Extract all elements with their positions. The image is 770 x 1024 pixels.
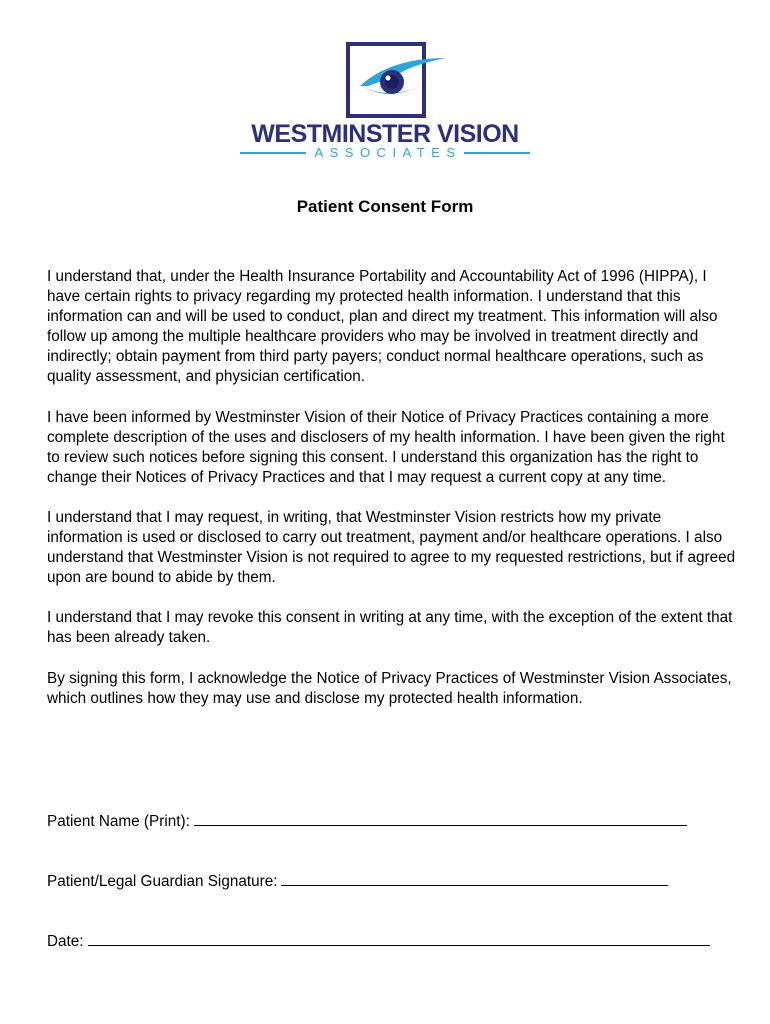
signature-field [47,871,668,892]
paragraph-restrictions: I understand that I may request, in writing, that Westminster Vision restricts how my private information is used or disclosed to carry out treatment, payment and/or healthcare operations. I also understand that Westminster Vision is not required to agree to my requested restrictions, but if agreed upon are bound to abide by them. [47,508,736,587]
logo-rule-right [464,152,530,154]
paragraph-privacy-notice: I have been informed by Westminster Vision of their Notice of Privacy Practices containing a more complete description of the uses and disclosers of my health information. I have been given the right to review such notices before signing this consent. I understand this organization has the right to change their Notices of Privacy Practices and that I may request a current copy at any time. [47,408,725,486]
logo-subtitle: ASSOCIATES [314,145,462,160]
patient-name-field [47,811,687,832]
paragraph-hipaa-rights: I understand that, under the Health Insurance Portability and Accountability Act of 1996 (HIPPA), I have certain rights to privacy regarding my protected health information. I understand that this information can and will be used to conduct, plan and direct my treatment. This information will also follow up among the multiple healthcare providers who may be involved in treatment directly and indirectly; obtain payment from third party payers; conduct normal healthcare operations, such as quality assessment, and physician certification. [47,268,718,386]
date-field [47,931,710,952]
paragraph-revoke-consent: I understand that I may revoke this consent in writing at any time, with the exception of the extent that has been already taken. [47,609,733,647]
date-line[interactable] [88,931,710,946]
date-label: Date: [47,933,84,950]
patient-name-label: Patient Name (Print): [47,813,190,830]
logo-rule-left [240,152,306,154]
signature-label: Patient/Legal Guardian Signature: [47,873,278,890]
eye-logo-icon [346,42,452,118]
paragraph-acknowledgement: By signing this form, I acknowledge the Notice of Privacy Practices of Westminster Vision Associates, which outlines how they may use and disclose my protected health information. [47,669,732,707]
logo-subtitle-row [240,145,530,161]
consent-body [47,267,737,729]
signature-line[interactable] [281,871,668,886]
logo [236,42,534,162]
form-title: Patient Consent Form [296,197,474,216]
logo-name: WESTMINSTER VISION [251,120,519,148]
patient-name-line[interactable] [194,811,687,826]
